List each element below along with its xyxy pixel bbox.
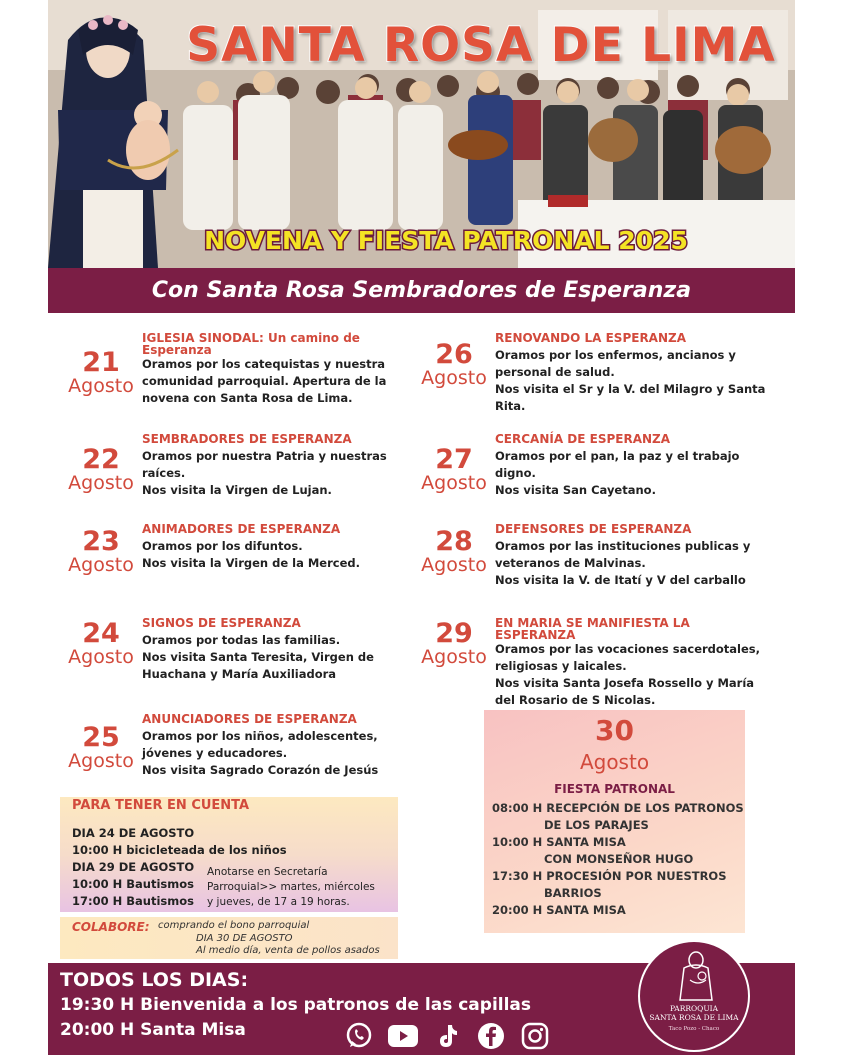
day-number: 25 (82, 722, 120, 753)
notes-line: Parroquial>> martes, miércoles (207, 881, 375, 893)
day-text: Nos visita Santa Teresita, Virgen de (142, 650, 374, 664)
fiesta-day-month: Agosto (579, 750, 650, 774)
day-title: SEMBRADORES DE ESPERANZA (142, 432, 352, 446)
notes-line: 10:00 H Bautismos (72, 877, 194, 891)
colabore-line: DIA 30 DE AGOSTO (196, 932, 293, 944)
footer-line: 20:00 H Santa Misa (60, 1020, 246, 1040)
day-month: Agosto (68, 646, 134, 668)
facebook-icon[interactable] (476, 1021, 506, 1051)
fiesta-item: 08:00 H RECEPCIÓN DE LOS PATRONOS (492, 801, 744, 815)
day-date (60, 722, 142, 772)
day-text: religiosas y laicales. (495, 659, 627, 673)
day-title: EN MARIA SE MANIFIESTA LA (495, 616, 690, 630)
day-text: Nos visita el Sr y la V. del Milagro y Santa (495, 382, 766, 396)
day-text: novena con Santa Rosa de Lima. (142, 391, 353, 405)
day-text: del Rosario de S Nicolas. (495, 693, 656, 707)
day-title: ANIMADORES DE ESPERANZA (142, 522, 341, 536)
notes-box (60, 797, 398, 912)
footer-title: TODOS LOS DIAS: (60, 969, 249, 991)
notes-right (207, 865, 397, 910)
day-text: digno. (495, 466, 536, 480)
day-title: DEFENSORES DE ESPERANZA (495, 522, 692, 536)
day-date (413, 339, 495, 389)
colabore-line: comprando el bono parroquial (158, 920, 310, 931)
logo-name-line: PARROQUIA (669, 1004, 719, 1013)
fiesta-item: BARRIOS (544, 886, 602, 900)
day-text: Oramos por los difuntos. (142, 539, 303, 553)
day-text: Oramos por las vocaciones sacerdotales, (495, 642, 761, 656)
day-title: ESPERANZA (495, 628, 576, 642)
day-text: Oramos por los catequistas y nuestra (142, 357, 386, 371)
day-text: Oramos por el pan, la paz y el trabajo (495, 449, 740, 463)
day-text: Rita. (495, 399, 526, 413)
day-text: Oramos por todas las familias. (142, 633, 341, 647)
day-body (495, 433, 775, 499)
day-text: Nos visita la Virgen de la Merced. (142, 556, 360, 570)
day-body (495, 617, 775, 709)
day-text: Huachana y María Auxiliadora (142, 667, 337, 681)
day-number: 22 (82, 444, 120, 475)
day-date (413, 618, 495, 668)
notes-line: DIA 24 DE AGOSTO (72, 826, 195, 840)
day-text: raíces. (142, 466, 186, 480)
day-number: 24 (82, 618, 120, 649)
day-title: Esperanza (142, 343, 212, 357)
day-number: 21 (82, 347, 120, 378)
notes-line: y jueves, de 17 a 19 horas. (207, 896, 350, 908)
page-title: SANTA ROSA DE LIMA (186, 18, 776, 73)
day-title: ANUNCIADORES DE ESPERANZA (142, 712, 357, 726)
day-body (142, 523, 407, 572)
day-month: Agosto (421, 646, 487, 668)
day-number: 23 (82, 526, 120, 557)
day-title: CERCANÍA DE ESPERANZA (495, 432, 671, 446)
day-text: Oramos por los niños, adolescentes, (142, 729, 378, 743)
notes-line: 10:00 H bicicleteada de los niños (72, 843, 287, 857)
day-text: personal de salud. (495, 365, 615, 379)
fiesta-item: DE LOS PARAJES (544, 818, 649, 832)
day-number: 26 (435, 339, 473, 370)
day-number: 27 (435, 444, 473, 475)
colabore-label: COLABORE: (72, 920, 150, 934)
day-date (60, 347, 142, 397)
day-body (142, 433, 407, 499)
notes-line: DIA 29 DE AGOSTO (72, 860, 195, 874)
fiesta-item: 17:30 H PROCESIÓN POR NUESTROS (492, 869, 727, 883)
instagram-icon[interactable] (520, 1021, 550, 1051)
notes-line: 17:00 H Bautismos (72, 894, 194, 908)
day-text: Nos visita Santa Josefa Rossello y María (495, 676, 755, 690)
day-text: Oramos por los enfermos, ancianos y (495, 348, 736, 362)
day-body (142, 332, 407, 407)
day-text: Nos visita la Virgen de Lujan. (142, 483, 332, 497)
youtube-icon[interactable] (388, 1021, 418, 1051)
day-month: Agosto (421, 472, 487, 494)
day-month: Agosto (68, 554, 134, 576)
day-text: Oramos por nuestra Patria y nuestras (142, 449, 387, 463)
notes-title: PARA TENER EN CUENTA (72, 798, 250, 813)
colabore-box (60, 917, 398, 959)
logo-place: Taco Pozo - Chaco (668, 1026, 720, 1032)
fiesta-item: CON MONSEÑOR HUGO (544, 852, 694, 866)
day-text: Oramos por las instituciones publicas y (495, 539, 751, 553)
day-text: Nos visita Sagrado Corazón de Jesús (142, 763, 379, 777)
footer-line: 19:30 H Bienvenida a los patronos de las capillas (60, 995, 532, 1015)
fiesta-title: FIESTA PATRONAL (554, 782, 675, 796)
colabore-lines (158, 920, 380, 958)
whatsapp-icon[interactable] (344, 1021, 374, 1051)
day-month: Agosto (421, 367, 487, 389)
social-icons (344, 1021, 550, 1051)
hero-photo (48, 0, 795, 268)
parish-logo (638, 940, 750, 1052)
day-month: Agosto (68, 375, 134, 397)
day-date (60, 618, 142, 668)
day-text: Nos visita San Cayetano. (495, 483, 656, 497)
fiesta-item: 20:00 H SANTA MISA (492, 903, 626, 917)
day-body (142, 713, 407, 779)
colabore-line: Al medio día, venta de pollos asados (196, 945, 380, 956)
tiktok-icon[interactable] (432, 1021, 462, 1051)
motto-banner: Con Santa Rosa Sembradores de Esperanza (48, 268, 795, 313)
day-month: Agosto (421, 554, 487, 576)
fiesta-schedule (492, 800, 742, 919)
day-month: Agosto (68, 472, 134, 494)
day-text: veteranos de Malvinas. (495, 556, 646, 570)
day-title: SIGNOS DE ESPERANZA (142, 616, 301, 630)
day-date (60, 526, 142, 576)
day-number: 29 (435, 618, 473, 649)
day-date (413, 526, 495, 576)
day-number: 28 (435, 526, 473, 557)
day-text: Nos visita la V. de Itatí y V del carballo (495, 573, 746, 587)
day-body (495, 332, 775, 415)
notes-line: Anotarse en Secretaría (207, 866, 328, 878)
fiesta-patronal-box (484, 710, 745, 933)
day-month: Agosto (68, 750, 134, 772)
poster (48, 0, 795, 1055)
day-body (495, 523, 775, 589)
day-date (60, 444, 142, 494)
page-subtitle: NOVENA Y FIESTA PATRONAL 2025 (204, 226, 688, 255)
day-text: comunidad parroquial. Apertura de la (142, 374, 387, 388)
day-title: IGLESIA SINODAL: Un camino de (142, 331, 360, 345)
logo-name (640, 1004, 748, 1022)
day-title: RENOVANDO LA ESPERANZA (495, 331, 687, 345)
logo-name-line: SANTA ROSA DE LIMA (649, 1013, 739, 1022)
day-body (142, 617, 407, 683)
saint-figure-icon (676, 950, 716, 1002)
fiesta-item: 10:00 H SANTA MISA (492, 835, 626, 849)
day-date (413, 444, 495, 494)
fiesta-day-number: 30 (595, 714, 634, 747)
day-text: jóvenes y educadores. (142, 746, 288, 760)
